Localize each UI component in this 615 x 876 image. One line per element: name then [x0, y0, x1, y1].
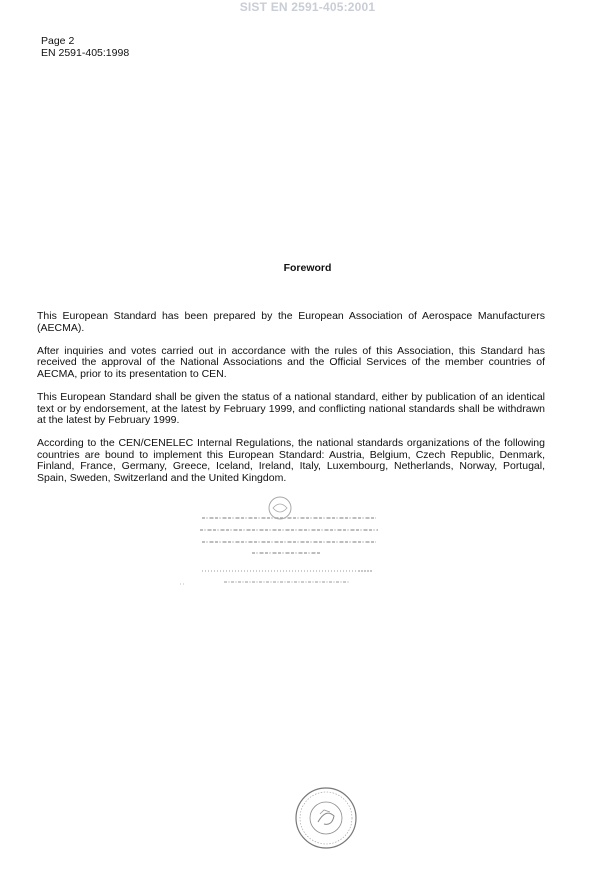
paragraph: According to the CEN/CENELEC Internal Regulations, the national standards organizations of the following countries are bound to implement this European Standard: Austria, Belgium, Czech Republic, Denmark, Finland, France, Germany, Greece, Iceland, Ireland, Italy, Luxembourg, Netherlands, Norway, Portugal, Spain, Sweden, Switzerland and the United Kingdom. — [37, 437, 545, 485]
paragraph: After inquiries and votes carried out in accordance with the rules of this Association, this Standard has received the approval of the National Associations and the Official Services of the member countries of AECMA, prior to its presentation to CEN. — [37, 344, 545, 380]
approval-stamp-graphic — [180, 494, 420, 590]
seal-graphic — [294, 786, 358, 850]
foreword-body — [37, 311, 545, 496]
document-id: EN 2591-405:1998 — [41, 47, 130, 59]
paragraph: This European Standard shall be given the status of a national standard, either by publication of an identical text or by endorsement, at the latest by February 1999, and conflicting national standards shall be withdrawn at the latest by February 1999. — [37, 390, 545, 427]
page-header — [41, 35, 129, 59]
approval-stamp — [180, 494, 420, 590]
round-seal — [294, 786, 358, 850]
section-title: Foreword — [283, 262, 332, 274]
page-number: Page 2 — [41, 35, 75, 47]
paragraph: This European Standard has been prepared by the European Association of Aerospace Manufacturers (AECMA). — [37, 310, 545, 334]
watermark-text: SIST EN 2591-405:2001 — [239, 0, 376, 14]
